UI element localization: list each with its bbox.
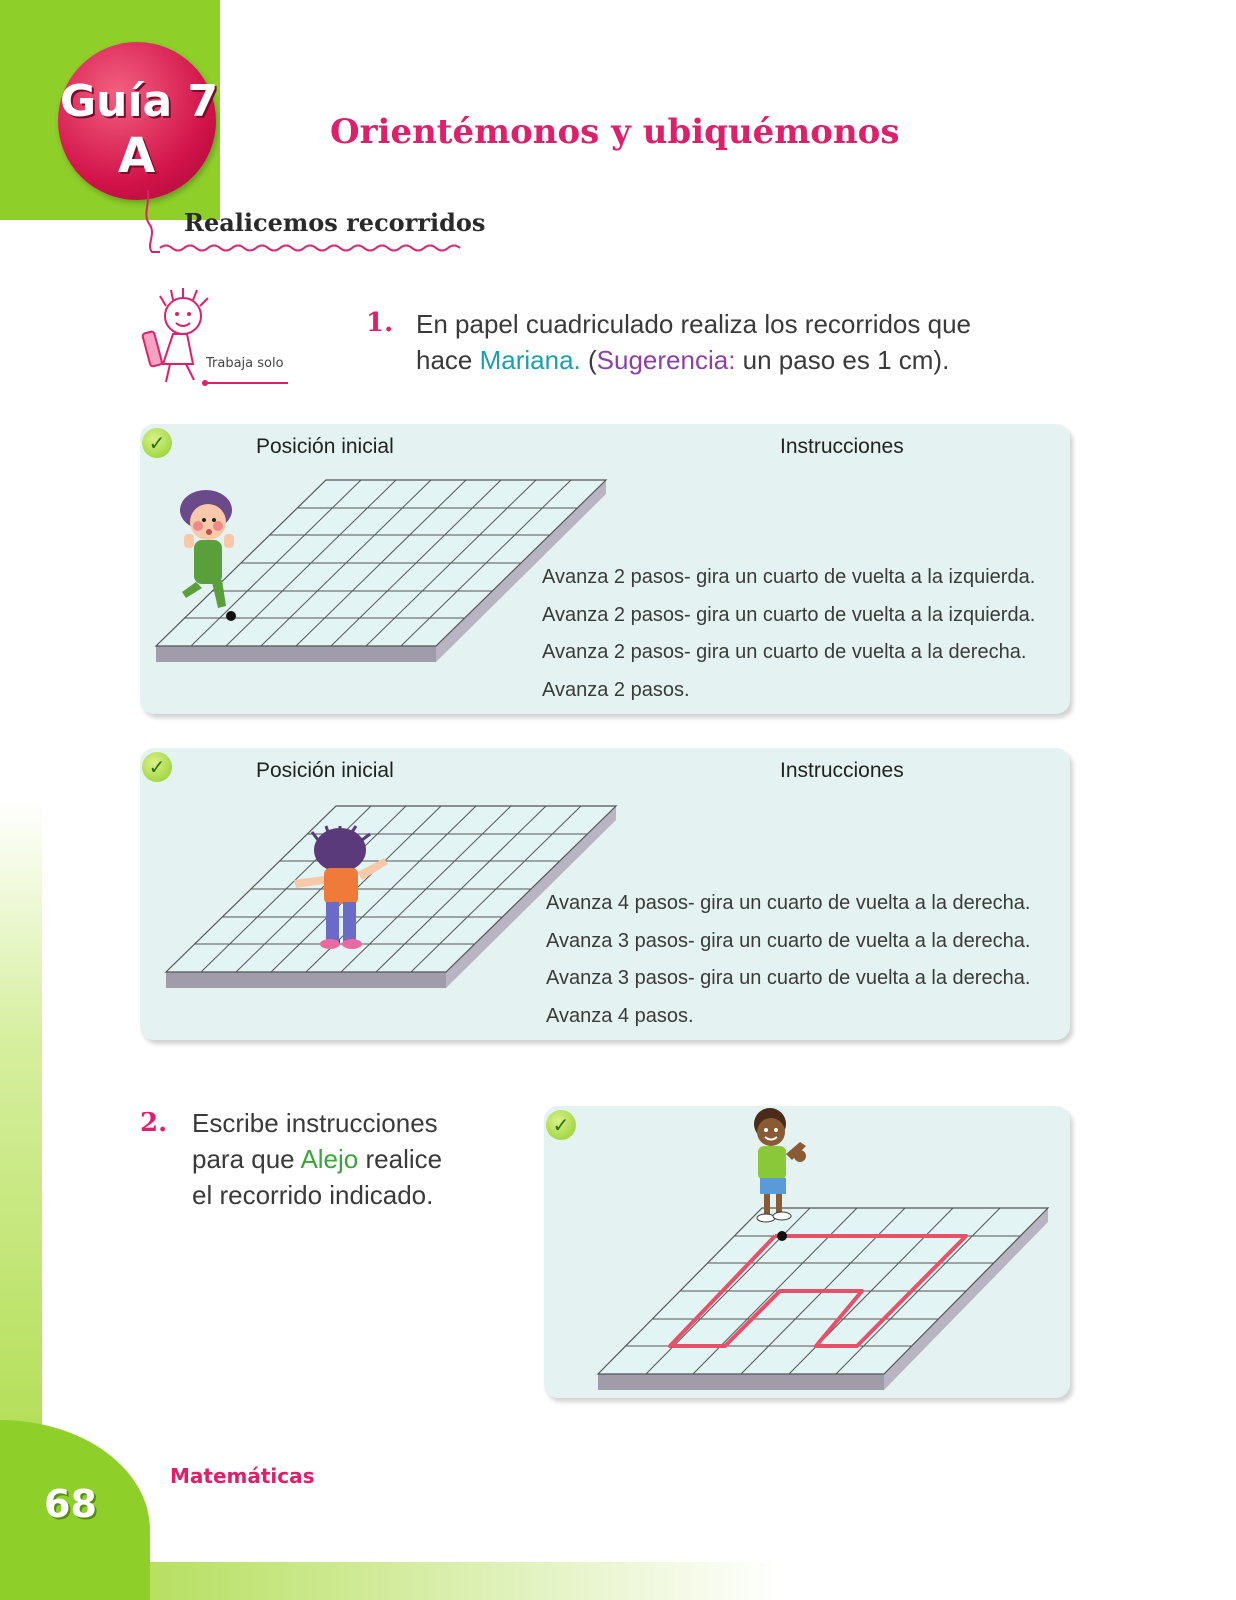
section-subtitle: Realicemos recorridos [184, 208, 486, 237]
exercise-2-number: 2. [140, 1108, 168, 1138]
panel-1-instructions-label: Instrucciones [780, 435, 904, 458]
panel-3-grid [592, 1198, 1062, 1398]
instruction-line: Avanza 2 pasos. [542, 678, 690, 701]
panel-2-initial-position-label: Posición inicial [256, 759, 394, 782]
hint-label: Sugerencia: [596, 345, 736, 375]
boy-illustration [744, 1106, 814, 1234]
exercise-1-number: 1. [366, 308, 394, 338]
check-icon: ✓ [546, 1110, 576, 1140]
instruction-line: Avanza 4 pasos. [546, 1004, 694, 1027]
badge-guide-number: Guía 7 [60, 76, 219, 127]
instruction-line: Avanza 2 pasos- gira un cuarto de vuelta a la izquierda. [542, 603, 1036, 626]
instruction-line: Avanza 4 pasos- gira un cuarto de vuelta a la derecha. [546, 892, 1031, 914]
exercise-2-text: Escribe instrucciones para que Alejo realice el recorrido indicado. [192, 1108, 443, 1210]
instruction-line: Avanza 2 pasos- gira un cuarto de vuelta a la derecha. [542, 641, 1027, 663]
instruction-line: Avanza 2 pasos- gira un cuarto de vuelta a la izquierda. [542, 566, 1036, 588]
check-icon: ✓ [142, 752, 172, 782]
panel-1-initial-position-label: Posición inicial [256, 435, 394, 458]
work-mode-underline [200, 378, 290, 388]
panel-1-instructions [542, 559, 1035, 709]
girl-illustration [170, 488, 250, 618]
badge-guide-letter: A [118, 128, 156, 184]
subject-label: Matemáticas [170, 1464, 315, 1488]
kid-doodle-icon [138, 288, 228, 388]
work-mode-label: Trabaja solo [206, 356, 284, 371]
girl-back-illustration [288, 826, 408, 952]
exercise-1-text: En papel cuadriculado realiza los recorridos que hace Mariana. (Sugerencia: un paso es 1 cm). [416, 309, 971, 375]
panel-2-instructions [546, 885, 1030, 1035]
instruction-line: Avanza 3 pasos- gira un cuarto de vuelta a la derecha. [546, 929, 1031, 952]
name-mariana: Mariana. [479, 345, 581, 375]
panel-2-instructions-label: Instrucciones [780, 759, 904, 782]
name-alejo: Alejo [300, 1144, 359, 1174]
check-icon: ✓ [142, 428, 172, 458]
page-number: 68 [44, 1482, 97, 1526]
instruction-line: Avanza 3 pasos- gira un cuarto de vuelta a la derecha. [546, 967, 1031, 989]
page-title: Orientémonos y ubiquémonos [330, 112, 900, 152]
